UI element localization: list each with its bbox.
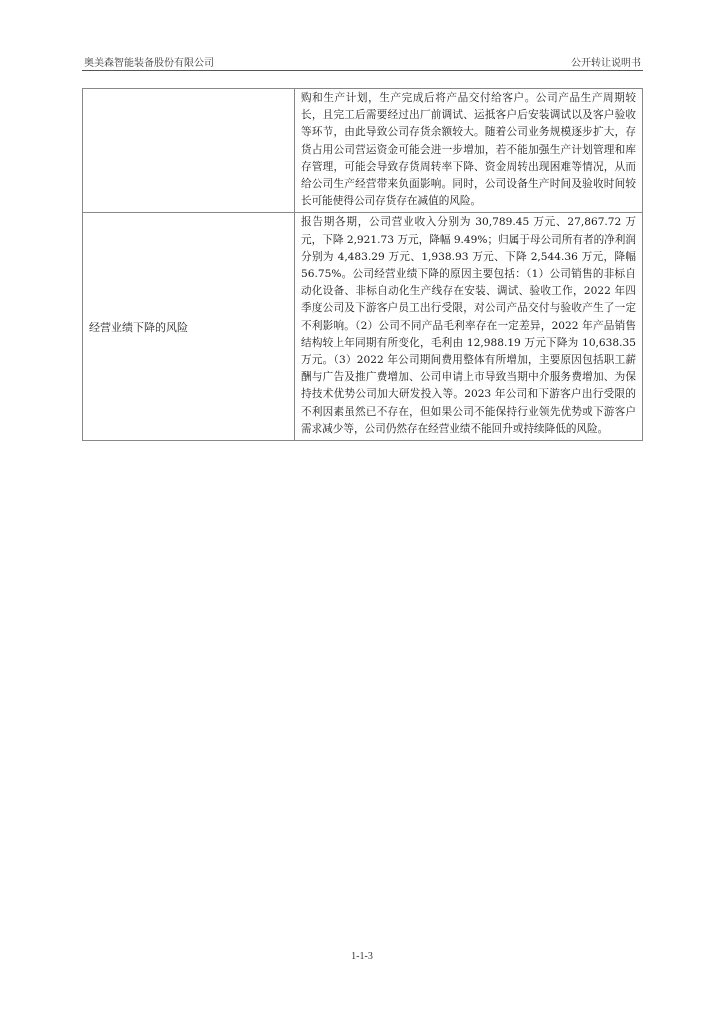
risk-description-cell: 报告期各期，公司营业收入分别为 30,789.45 万元、27,867.72 万元，下降 2,921.73 万元，降幅 9.49%；归属于母公司所有者的净利润分别为 4,483.29 万元、1,938.93 万元、下降 2,544.36 万元，降幅 56.75%。公司经营业绩下降的原因主要包括：（1）公司销售的非标自动化设备、非标自动化生产线存在安装、调试、验收工作，2022 年四季度公司及下游客户员工出行受限，对公司产品交付与验收产生了一定不利影响。（2）公司不同产品毛利率存在一定差异，2022 年产品销售结构较上年同期有所变化，毛利由 12,988.19 万元下降为 10,638.35 万元。（3）2022 年公司期间费用整体有所增加，主要原因包括职工薪酬与广告及推广费增加、公司申请上市导致当期中介服务费增加、为保持技术优势公司加大研发投入等。2023 年公司和下游客户出行受限的不利因素虽然已不存在，但如果公司不能保持行业领先优势或下游客户需求减少等，公司仍然存在经营业绩不能回升或持续降低的风险。 — [295, 213, 643, 441]
page-header — [82, 50, 643, 71]
page-number: 1-1-3 — [351, 951, 373, 962]
document-title: 公开转让说明书 — [571, 58, 641, 69]
table-row — [83, 213, 643, 441]
risk-category-cell: 经营业绩下降的风险 — [83, 213, 295, 441]
company-name: 奥美森智能装备股份有限公司 — [84, 58, 214, 69]
table-row — [83, 89, 643, 213]
risk-category-cell — [83, 89, 295, 213]
risk-description-cell: 购和生产计划，生产完成后将产品交付给客户。公司产品生产周期较长，且完工后需要经过出厂前调试、运抵客户后安装调试以及客户验收等环节，由此导致公司存货余额较大。随着公司业务规模逐步扩大，存货占用公司营运资金可能会进一步增加，若不能加强生产计划管理和库存管理，可能会导致存货周转率下降、资金周转出现困难等情况，从而给公司生产经营带来负面影响。同时，公司设备生产时间及验收时间较长可能使得公司存货存在减值的风险。 — [295, 89, 643, 213]
risk-factor-table — [82, 88, 643, 441]
